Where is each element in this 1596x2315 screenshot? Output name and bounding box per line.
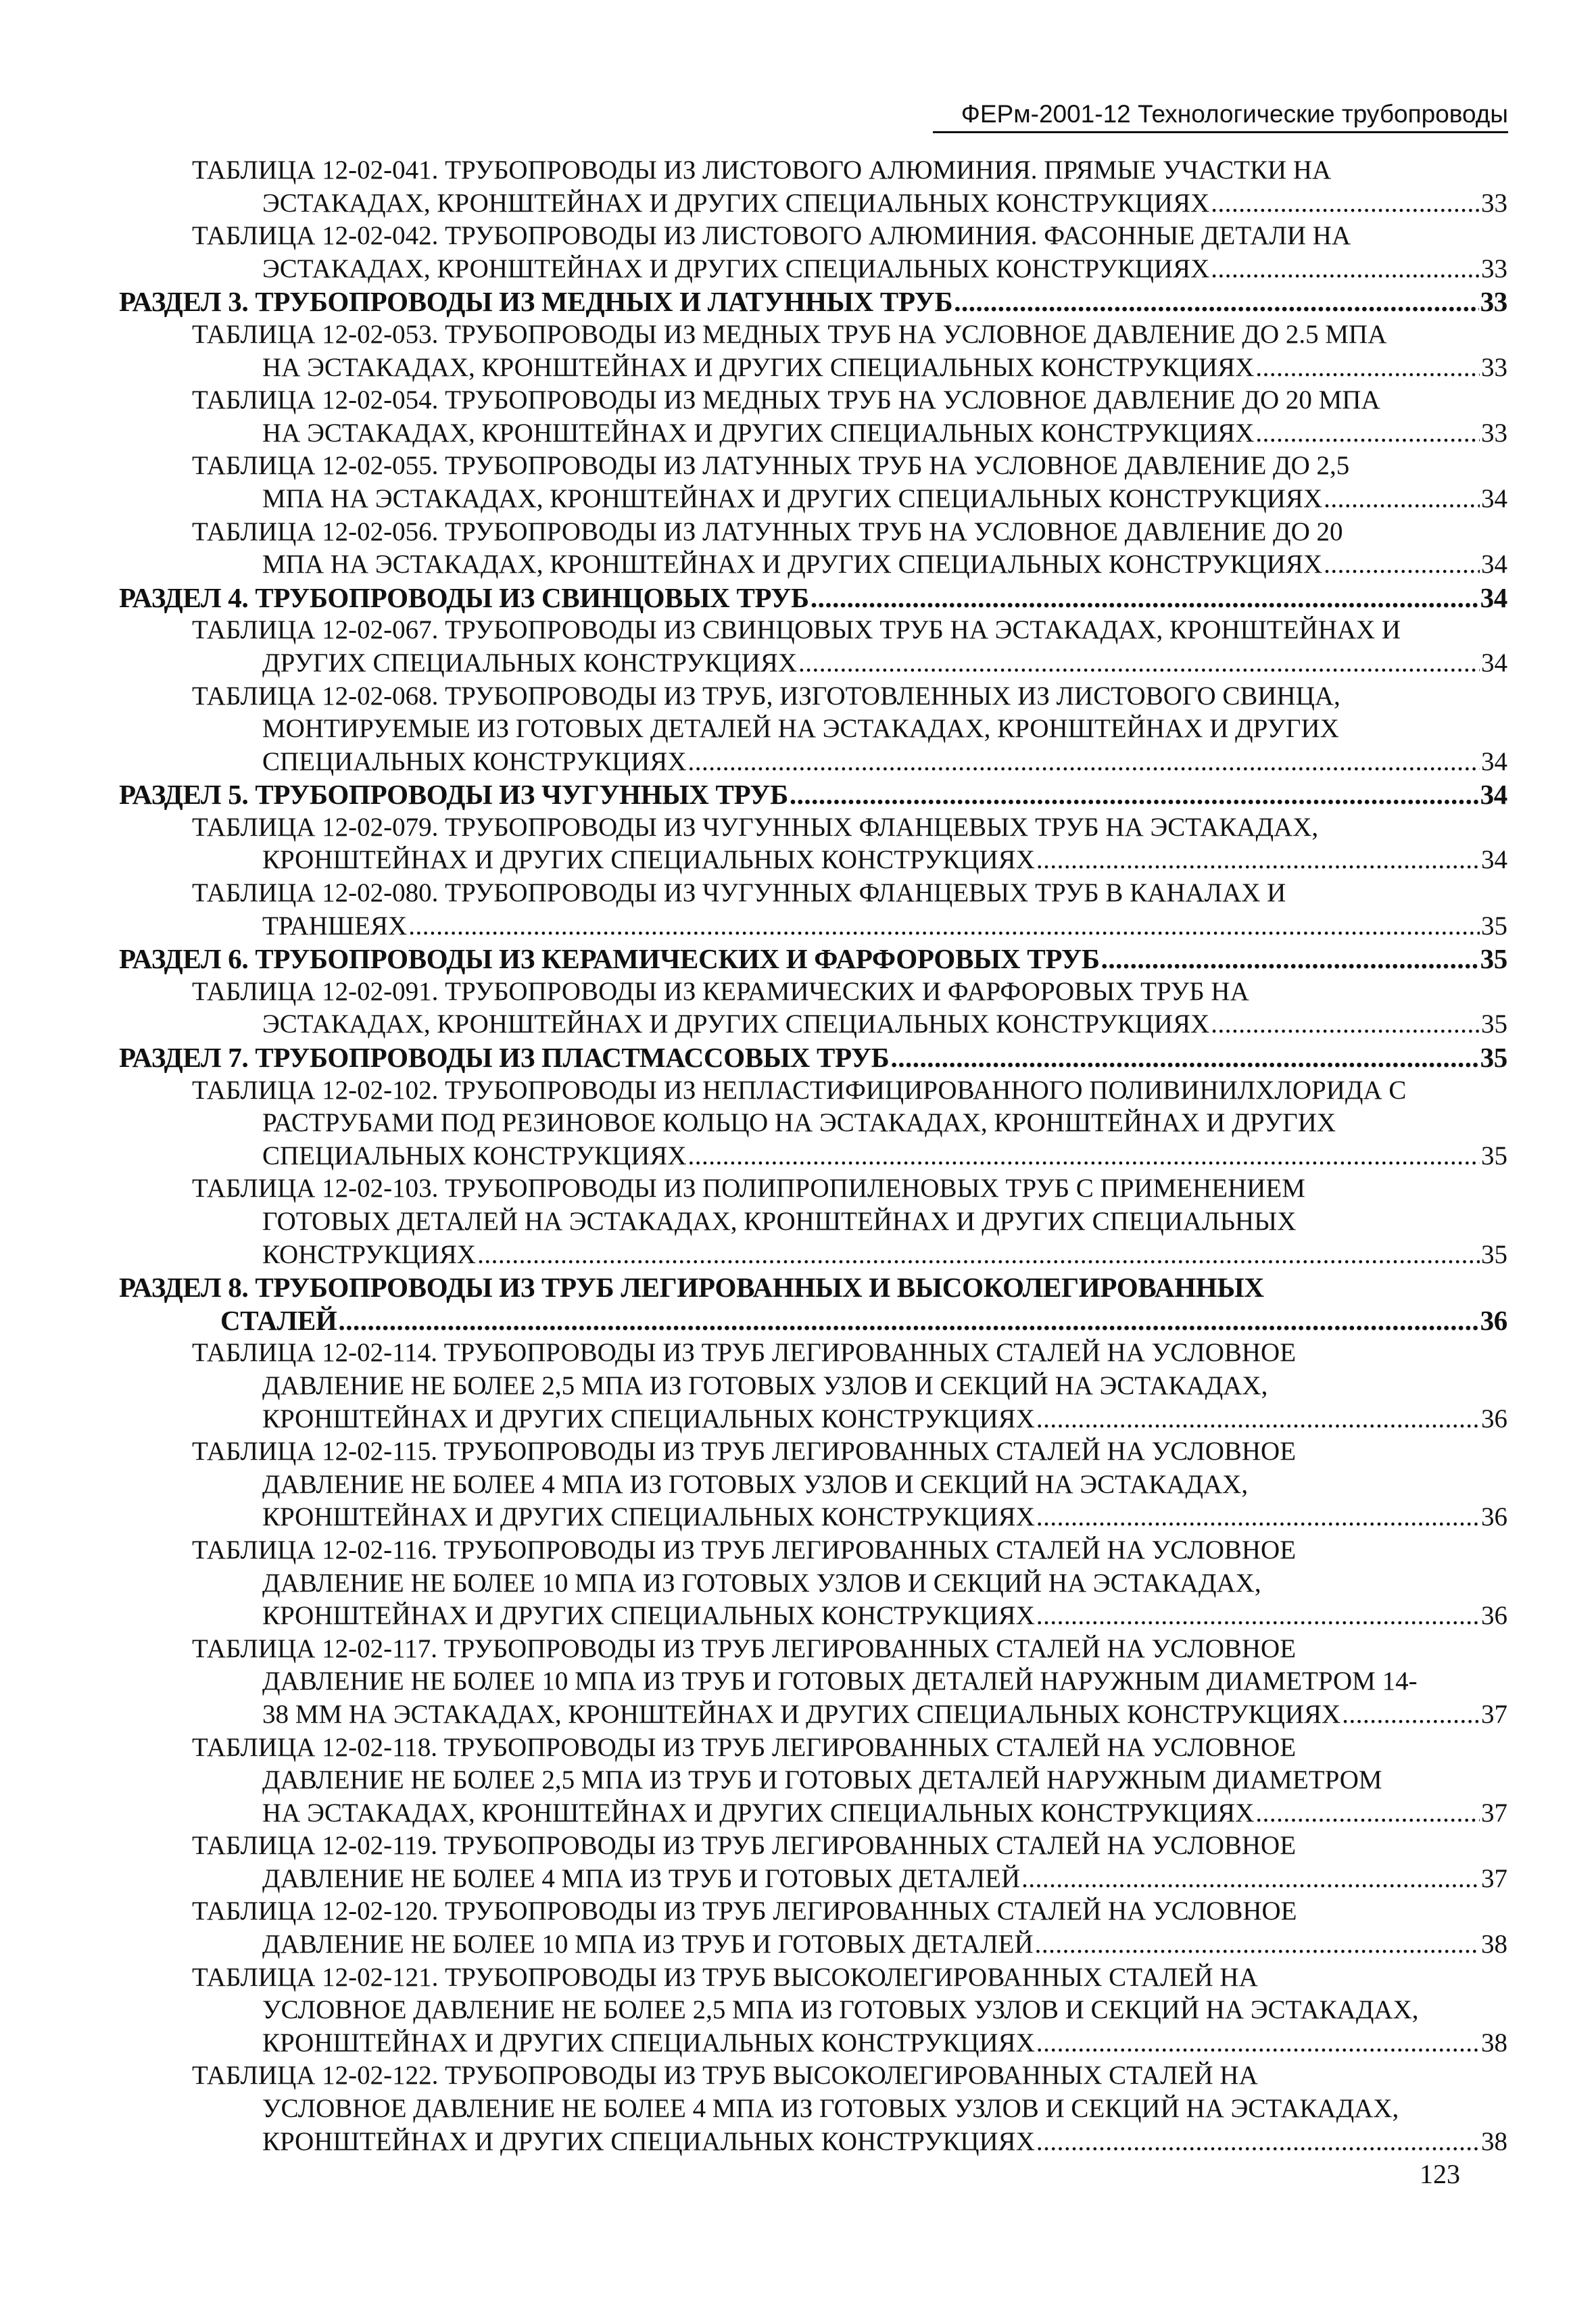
toc-entry-last-line (192, 2027, 1507, 2060)
toc-entry-text: ТАБЛИЦА 12-02-054. ТРУБОПРОВОДЫ ИЗ МЕДНЫХ ТРУБ НА УСЛОВНОЕ ДАВЛЕНИЕ ДО 20 МПА (192, 385, 1380, 415)
toc-entry-text: РАЗДЕЛ 3. ТРУБОПРОВОДЫ ИЗ МЕДНЫХ И ЛАТУННЫХ ТРУБ (119, 286, 953, 318)
toc-page-number: 35 (1481, 911, 1507, 940)
toc-entry-text: ДАВЛЕНИЕ НЕ БОЛЕЕ 4 МПА ИЗ ТРУБ И ГОТОВЫХ ДЕТАЛЕЙ (262, 1863, 1021, 1893)
toc-entry-text: КРОНШТЕЙНАХ И ДРУГИХ СПЕЦИАЛЬНЫХ КОНСТРУКЦИЯХ (262, 845, 1035, 875)
toc-section-entry (119, 1041, 1507, 1074)
toc-entry-text: ТАБЛИЦА 12-02-053. ТРУБОПРОВОДЫ ИЗ МЕДНЫХ ТРУБ НА УСЛОВНОЕ ДАВЛЕНИЕ ДО 2.5 МПА (192, 319, 1387, 349)
toc-entry-text: УСЛОВНОЕ ДАВЛЕНИЕ НЕ БОЛЕЕ 4 МПА ИЗ ГОТОВЫХ УЗЛОВ И СЕКЦИЙ НА ЭСТАКАДАХ, (262, 2094, 1399, 2124)
toc-entry-text: ДАВЛЕНИЕ НЕ БОЛЕЕ 2,5 МПА ИЗ ГОТОВЫХ УЗЛОВ И СЕКЦИЙ НА ЭСТАКАДАХ, (262, 1370, 1268, 1400)
toc-entry-text: КРОНШТЕЙНАХ И ДРУГИХ СПЕЦИАЛЬНЫХ КОНСТРУКЦИЯХ (262, 2126, 1035, 2156)
table-of-contents (119, 154, 1507, 2158)
toc-page-number: 37 (1481, 1699, 1507, 1729)
toc-entry-last-line (192, 1140, 1507, 1173)
dot-leader (1324, 548, 1480, 581)
toc-entry-text: УСЛОВНОЕ ДАВЛЕНИЕ НЕ БОЛЕЕ 2,5 МПА ИЗ ГОТОВЫХ УЗЛОВ И СЕКЦИЙ НА ЭСТАКАДАХ, (262, 1995, 1419, 2025)
toc-table-entry (119, 220, 1507, 285)
toc-entry-last-line (192, 483, 1507, 516)
toc-entry-last-line (192, 1403, 1507, 1436)
toc-entry-text: ТАБЛИЦА 12-02-055. ТРУБОПРОВОДЫ ИЗ ЛАТУННЫХ ТРУБ НА УСЛОВНОЕ ДАВЛЕНИЕ ДО 2,5 (192, 451, 1350, 481)
dot-leader (1036, 1403, 1480, 1436)
dot-leader (1036, 2126, 1480, 2159)
toc-table-entry (119, 2059, 1507, 2158)
toc-entry-last-line (119, 581, 1507, 615)
dot-leader (339, 1304, 1479, 1337)
toc-entry-text: ТАБЛИЦА 12-02-115. ТРУБОПРОВОДЫ ИЗ ТРУБ ЛЕГИРОВАННЫХ СТАЛЕЙ НА УСЛОВНОЕ (192, 1437, 1297, 1466)
dot-leader (688, 746, 1480, 779)
toc-table-entry (119, 516, 1507, 581)
toc-entry-text: ДАВЛЕНИЕ НЕ БОЛЕЕ 2,5 МПА ИЗ ТРУБ И ГОТОВЫХ ДЕТАЛЕЙ НАРУЖНЫМ ДИАМЕТРОМ (262, 1765, 1382, 1795)
toc-entry-text: ДРУГИХ СПЕЦИАЛЬНЫХ КОНСТРУКЦИЯХ (262, 648, 798, 677)
dot-leader (408, 910, 1480, 943)
toc-entry-text: ТАБЛИЦА 12-02-122. ТРУБОПРОВОДЫ ИЗ ТРУБ ВЫСОКОЛЕГИРОВАННЫХ СТАЛЕЙ НА (192, 2061, 1258, 2091)
dot-leader (1021, 1863, 1480, 1896)
toc-entry-text: НА ЭСТАКАДАХ, КРОНШТЕЙНАХ И ДРУГИХ СПЕЦИАЛЬНЫХ КОНСТРУКЦИЯХ (262, 418, 1255, 448)
toc-entry-last-line (192, 647, 1507, 680)
toc-table-entry (119, 614, 1507, 679)
toc-page-number: 35 (1481, 1239, 1507, 1269)
dot-leader (1255, 417, 1480, 450)
toc-entry-text: СПЕЦИАЛЬНЫХ КОНСТРУКЦИЯХ (262, 1141, 687, 1170)
toc-entry-text: ДАВЛЕНИЕ НЕ БОЛЕЕ 10 МПА ИЗ ТРУБ И ГОТОВЫХ ДЕТАЛЕЙ НАРУЖНЫМ ДИАМЕТРОМ 14- (262, 1667, 1418, 1696)
dot-leader (790, 778, 1479, 811)
toc-page-number: 33 (1480, 286, 1507, 318)
toc-entry-text: ТАБЛИЦА 12-02-121. ТРУБОПРОВОДЫ ИЗ ТРУБ ВЫСОКОЛЕГИРОВАННЫХ СТАЛЕЙ НА (192, 1962, 1258, 1992)
toc-entry-text: ТАБЛИЦА 12-02-042. ТРУБОПРОВОДЫ ИЗ ЛИСТОВОГО АЛЮМИНИЯ. ФАСОННЫЕ ДЕТАЛИ НА (192, 221, 1351, 251)
dot-leader (1255, 352, 1480, 385)
dot-leader (890, 1041, 1478, 1074)
dot-leader (811, 581, 1479, 615)
dot-leader (477, 1239, 1480, 1272)
toc-entry-text: ТРАНШЕЯХ (262, 911, 408, 940)
toc-entry-text: МПА НА ЭСТАКАДАХ, КРОНШТЕЙНАХ И ДРУГИХ СПЕЦИАЛЬНЫХ КОНСТРУКЦИЯХ (262, 483, 1323, 513)
running-header: ФЕРм-2001-12 Технологические трубопроводы (933, 99, 1508, 133)
dot-leader (1211, 187, 1480, 220)
toc-entry-last-line (192, 910, 1507, 943)
toc-page-number: 37 (1481, 1798, 1507, 1828)
toc-section-entry (119, 942, 1507, 976)
toc-entry-text: ТАБЛИЦА 12-02-114. ТРУБОПРОВОДЫ ИЗ ТРУБ ЛЕГИРОВАННЫХ СТАЛЕЙ НА УСЛОВНОЕ (192, 1338, 1297, 1368)
toc-entry-text: ТАБЛИЦА 12-02-103. ТРУБОПРОВОДЫ ИЗ ПОЛИПРОПИЛЕНОВЫХ ТРУБ С ПРИМЕНЕНИЕМ (192, 1174, 1305, 1203)
toc-table-entry (119, 154, 1507, 220)
dot-leader (1211, 1008, 1480, 1041)
toc-entry-text: ЭСТАКАДАХ, КРОНШТЕЙНАХ И ДРУГИХ СПЕЦИАЛЬНЫХ КОНСТРУКЦИЯХ (262, 188, 1210, 218)
toc-page-number: 34 (1481, 483, 1507, 513)
dot-leader (1036, 1501, 1480, 1534)
toc-section-entry (119, 778, 1507, 811)
toc-entry-text: ТАБЛИЦА 12-02-067. ТРУБОПРОВОДЫ ИЗ СВИНЦОВЫХ ТРУБ НА ЭСТАКАДАХ, КРОНШТЕЙНАХ И (192, 615, 1401, 645)
dot-leader (1036, 1600, 1480, 1633)
toc-entry-last-line (192, 1928, 1507, 1961)
toc-entry-text: РАЗДЕЛ 4. ТРУБОПРОВОДЫ ИЗ СВИНЦОВЫХ ТРУБ (119, 581, 809, 613)
toc-entry-text: ТАБЛИЦА 12-02-041. ТРУБОПРОВОДЫ ИЗ ЛИСТОВОГО АЛЮМИНИЯ. ПРЯМЫЕ УЧАСТКИ НА (192, 156, 1332, 185)
toc-page-number: 34 (1480, 779, 1507, 811)
toc-entry-text: КРОНШТЕЙНАХ И ДРУГИХ СПЕЦИАЛЬНЫХ КОНСТРУКЦИЯХ (262, 1404, 1035, 1433)
toc-page-number: 36 (1481, 1601, 1507, 1631)
toc-entry-last-line (192, 187, 1507, 220)
toc-entry-last-line (119, 1041, 1507, 1074)
toc-entry-last-line (192, 417, 1507, 450)
toc-table-entry (119, 811, 1507, 877)
toc-page-number: 35 (1481, 1009, 1507, 1039)
toc-entry-text: НА ЭСТАКАДАХ, КРОНШТЕЙНАХ И ДРУГИХ СПЕЦИАЛЬНЫХ КОНСТРУКЦИЯХ (262, 352, 1255, 382)
toc-table-entry (119, 680, 1507, 779)
toc-entry-text: ТАБЛИЦА 12-02-080. ТРУБОПРОВОДЫ ИЗ ЧУГУННЫХ ФЛАНЦЕВЫХ ТРУБ В КАНАЛАХ И (192, 878, 1286, 908)
dot-leader (798, 647, 1480, 680)
dot-leader (688, 1140, 1480, 1173)
toc-entry-text: КРОНШТЕЙНАХ И ДРУГИХ СПЕЦИАЛЬНЫХ КОНСТРУКЦИЯХ (262, 1601, 1035, 1631)
toc-entry-last-line (192, 1863, 1507, 1896)
toc-table-entry (119, 1633, 1507, 1732)
toc-entry-text: МОНТИРУЕМЫЕ ИЗ ГОТОВЫХ ДЕТАЛЕЙ НА ЭСТАКАДАХ, КРОНШТЕЙНАХ И ДРУГИХ (262, 714, 1339, 744)
toc-table-entry (119, 450, 1507, 515)
toc-entry-text: ТАБЛИЦА 12-02-120. ТРУБОПРОВОДЫ ИЗ ТРУБ ЛЕГИРОВАННЫХ СТАЛЕЙ НА УСЛОВНОЕ (192, 1896, 1297, 1926)
toc-page-number: 35 (1480, 1042, 1507, 1074)
toc-entry-text: МПА НА ЭСТАКАДАХ, КРОНШТЕЙНАХ И ДРУГИХ СПЕЦИАЛЬНЫХ КОНСТРУКЦИЯХ (262, 550, 1323, 579)
toc-entry-text: РАЗДЕЛ 6. ТРУБОПРОВОДЫ ИЗ КЕРАМИЧЕСКИХ И ФАРФОРОВЫХ ТРУБ (119, 943, 1100, 975)
toc-entry-text: СТАЛЕЙ (220, 1304, 337, 1336)
toc-table-entry (119, 1830, 1507, 1895)
toc-entry-last-line (192, 352, 1507, 385)
toc-table-entry (119, 1961, 1507, 2060)
toc-page-number: 33 (1481, 254, 1507, 283)
toc-entry-text: ТАБЛИЦА 12-02-091. ТРУБОПРОВОДЫ ИЗ КЕРАМИЧЕСКИХ И ФАРФОРОВЫХ ТРУБ НА (192, 976, 1249, 1006)
toc-entry-last-line (192, 1239, 1507, 1272)
toc-page-number: 36 (1481, 1502, 1507, 1532)
toc-table-entry (119, 384, 1507, 450)
toc-entry-text: РАЗДЕЛ 7. ТРУБОПРОВОДЫ ИЗ ПЛАСТМАССОВЫХ ТРУБ (119, 1042, 890, 1074)
dot-leader (1255, 1797, 1480, 1830)
toc-section-entry (119, 285, 1507, 318)
toc-page-number: 34 (1481, 845, 1507, 875)
toc-table-entry (119, 1732, 1507, 1830)
toc-page-number: 33 (1481, 352, 1507, 382)
toc-page-number: 38 (1481, 2126, 1507, 2156)
toc-page-number: 36 (1480, 1304, 1507, 1336)
toc-table-entry (119, 318, 1507, 384)
dot-leader (1036, 844, 1480, 877)
toc-entry-text: КОНСТРУКЦИЯХ (262, 1239, 477, 1269)
toc-page-number: 34 (1481, 648, 1507, 677)
toc-entry-text: СПЕЦИАЛЬНЫХ КОНСТРУКЦИЯХ (262, 746, 687, 776)
toc-page-number: 34 (1481, 550, 1507, 579)
toc-entry-text: ДАВЛЕНИЕ НЕ БОЛЕЕ 10 МПА ИЗ ТРУБ И ГОТОВЫХ ДЕТАЛЕЙ (262, 1930, 1034, 1959)
toc-page-number: 36 (1481, 1404, 1507, 1433)
dot-leader (1211, 253, 1480, 286)
toc-entry-text: КРОНШТЕЙНАХ И ДРУГИХ СПЕЦИАЛЬНЫХ КОНСТРУКЦИЯХ (262, 2028, 1035, 2057)
toc-entry-text: РАСТРУБАМИ ПОД РЕЗИНОВОЕ КОЛЬЦО НА ЭСТАКАДАХ, КРОНШТЕЙНАХ И ДРУГИХ (262, 1108, 1336, 1138)
toc-entry-text: ТАБЛИЦА 12-02-117. ТРУБОПРОВОДЫ ИЗ ТРУБ ЛЕГИРОВАННЫХ СТАЛЕЙ НА УСЛОВНОЕ (192, 1633, 1297, 1663)
toc-entry-last-line (192, 1501, 1507, 1534)
toc-entry-last-line (192, 1698, 1507, 1732)
toc-table-entry (119, 1337, 1507, 1435)
page-number: 123 (1420, 2159, 1460, 2189)
toc-page-number: 34 (1481, 746, 1507, 776)
dot-leader (1036, 2027, 1480, 2060)
toc-table-entry (119, 1172, 1507, 1271)
toc-entry-text: НА ЭСТАКАДАХ, КРОНШТЕЙНАХ И ДРУГИХ СПЕЦИАЛЬНЫХ КОНСТРУКЦИЯХ (262, 1798, 1255, 1828)
toc-entry-last-line (119, 942, 1507, 976)
toc-entry-last-line (192, 548, 1507, 581)
toc-page-number: 34 (1480, 581, 1507, 613)
toc-entry-text: ТАБЛИЦА 12-02-056. ТРУБОПРОВОДЫ ИЗ ЛАТУННЫХ ТРУБ НА УСЛОВНОЕ ДАВЛЕНИЕ ДО 20 (192, 517, 1343, 546)
toc-page-number: 35 (1481, 1141, 1507, 1170)
toc-entry-text: ЭСТАКАДАХ, КРОНШТЕЙНАХ И ДРУГИХ СПЕЦИАЛЬНЫХ КОНСТРУКЦИЯХ (262, 254, 1210, 283)
toc-entry-text: 38 ММ НА ЭСТАКАДАХ, КРОНШТЕЙНАХ И ДРУГИХ СПЕЦИАЛЬНЫХ КОНСТРУКЦИЯХ (262, 1699, 1341, 1729)
toc-entry-text: ДАВЛЕНИЕ НЕ БОЛЕЕ 4 МПА ИЗ ГОТОВЫХ УЗЛОВ И СЕКЦИЙ НА ЭСТАКАДАХ, (262, 1469, 1249, 1499)
toc-page-number: 38 (1481, 2028, 1507, 2057)
toc-entry-text: ТАБЛИЦА 12-02-118. ТРУБОПРОВОДЫ ИЗ ТРУБ ЛЕГИРОВАННЫХ СТАЛЕЙ НА УСЛОВНОЕ (192, 1732, 1297, 1762)
toc-page-number: 35 (1480, 943, 1507, 975)
toc-entry-last-line (192, 1797, 1507, 1830)
toc-entry-text: ТАБЛИЦА 12-02-116. ТРУБОПРОВОДЫ ИЗ ТРУБ ЛЕГИРОВАННЫХ СТАЛЕЙ НА УСЛОВНОЕ (192, 1535, 1297, 1565)
toc-entry-text: РАЗДЕЛ 5. ТРУБОПРОВОДЫ ИЗ ЧУГУННЫХ ТРУБ (119, 779, 788, 811)
toc-entry-text: КРОНШТЕЙНАХ И ДРУГИХ СПЕЦИАЛЬНЫХ КОНСТРУКЦИЯХ (262, 1502, 1035, 1532)
toc-entry-text: ГОТОВЫХ ДЕТАЛЕЙ НА ЭСТАКАДАХ, КРОНШТЕЙНАХ И ДРУГИХ СПЕЦИАЛЬНЫХ (262, 1207, 1297, 1236)
toc-table-entry (119, 877, 1507, 942)
toc-entry-text: ДАВЛЕНИЕ НЕ БОЛЕЕ 10 МПА ИЗ ГОТОВЫХ УЗЛОВ И СЕКЦИЙ НА ЭСТАКАДАХ, (262, 1568, 1261, 1598)
toc-entry-last-line (192, 253, 1507, 286)
toc-entry-last-line (119, 778, 1507, 811)
toc-page-number: 37 (1481, 1863, 1507, 1893)
toc-table-entry (119, 1895, 1507, 1961)
dot-leader (954, 285, 1478, 318)
toc-entry-last-line (192, 746, 1507, 779)
toc-page-number: 33 (1481, 418, 1507, 448)
toc-section-entry (119, 581, 1507, 615)
toc-entry-text: ТАБЛИЦА 12-02-119. ТРУБОПРОВОДЫ ИЗ ТРУБ ЛЕГИРОВАННЫХ СТАЛЕЙ НА УСЛОВНОЕ (192, 1831, 1297, 1861)
toc-entry-last-line (192, 1008, 1507, 1041)
toc-table-entry (119, 1435, 1507, 1534)
toc-entry-last-line (119, 1304, 1507, 1337)
toc-table-entry (119, 976, 1507, 1041)
toc-entry-text: РАЗДЕЛ 8. ТРУБОПРОВОДЫ ИЗ ТРУБ ЛЕГИРОВАННЫХ И ВЫСОКОЛЕГИРОВАННЫХ (119, 1272, 1264, 1304)
toc-entry-text: ТАБЛИЦА 12-02-068. ТРУБОПРОВОДЫ ИЗ ТРУБ, ИЗГОТОВЛЕННЫХ ИЗ ЛИСТОВОГО СВИНЦА, (192, 681, 1340, 711)
toc-page-number: 38 (1481, 1930, 1507, 1959)
toc-page-number: 33 (1481, 188, 1507, 218)
dot-leader (1035, 1928, 1480, 1961)
toc-entry-text: ТАБЛИЦА 12-02-102. ТРУБОПРОВОДЫ ИЗ НЕПЛАСТИФИЦИРОВАННОГО ПОЛИВИНИЛХЛОРИДА С (192, 1075, 1407, 1105)
toc-entry-last-line (192, 844, 1507, 877)
toc-section-entry (119, 1271, 1507, 1337)
toc-table-entry (119, 1074, 1507, 1173)
toc-entry-text: ТАБЛИЦА 12-02-079. ТРУБОПРОВОДЫ ИЗ ЧУГУННЫХ ФЛАНЦЕВЫХ ТРУБ НА ЭСТАКАДАХ, (192, 812, 1319, 842)
toc-entry-text: ЭСТАКАДАХ, КРОНШТЕЙНАХ И ДРУГИХ СПЕЦИАЛЬНЫХ КОНСТРУКЦИЯХ (262, 1009, 1210, 1039)
toc-table-entry (119, 1534, 1507, 1633)
dot-leader (1101, 942, 1479, 976)
dot-leader (1342, 1698, 1480, 1732)
toc-entry-last-line (119, 285, 1507, 318)
dot-leader (1324, 483, 1480, 516)
toc-entry-last-line (192, 1600, 1507, 1633)
toc-entry-last-line (192, 2126, 1507, 2159)
